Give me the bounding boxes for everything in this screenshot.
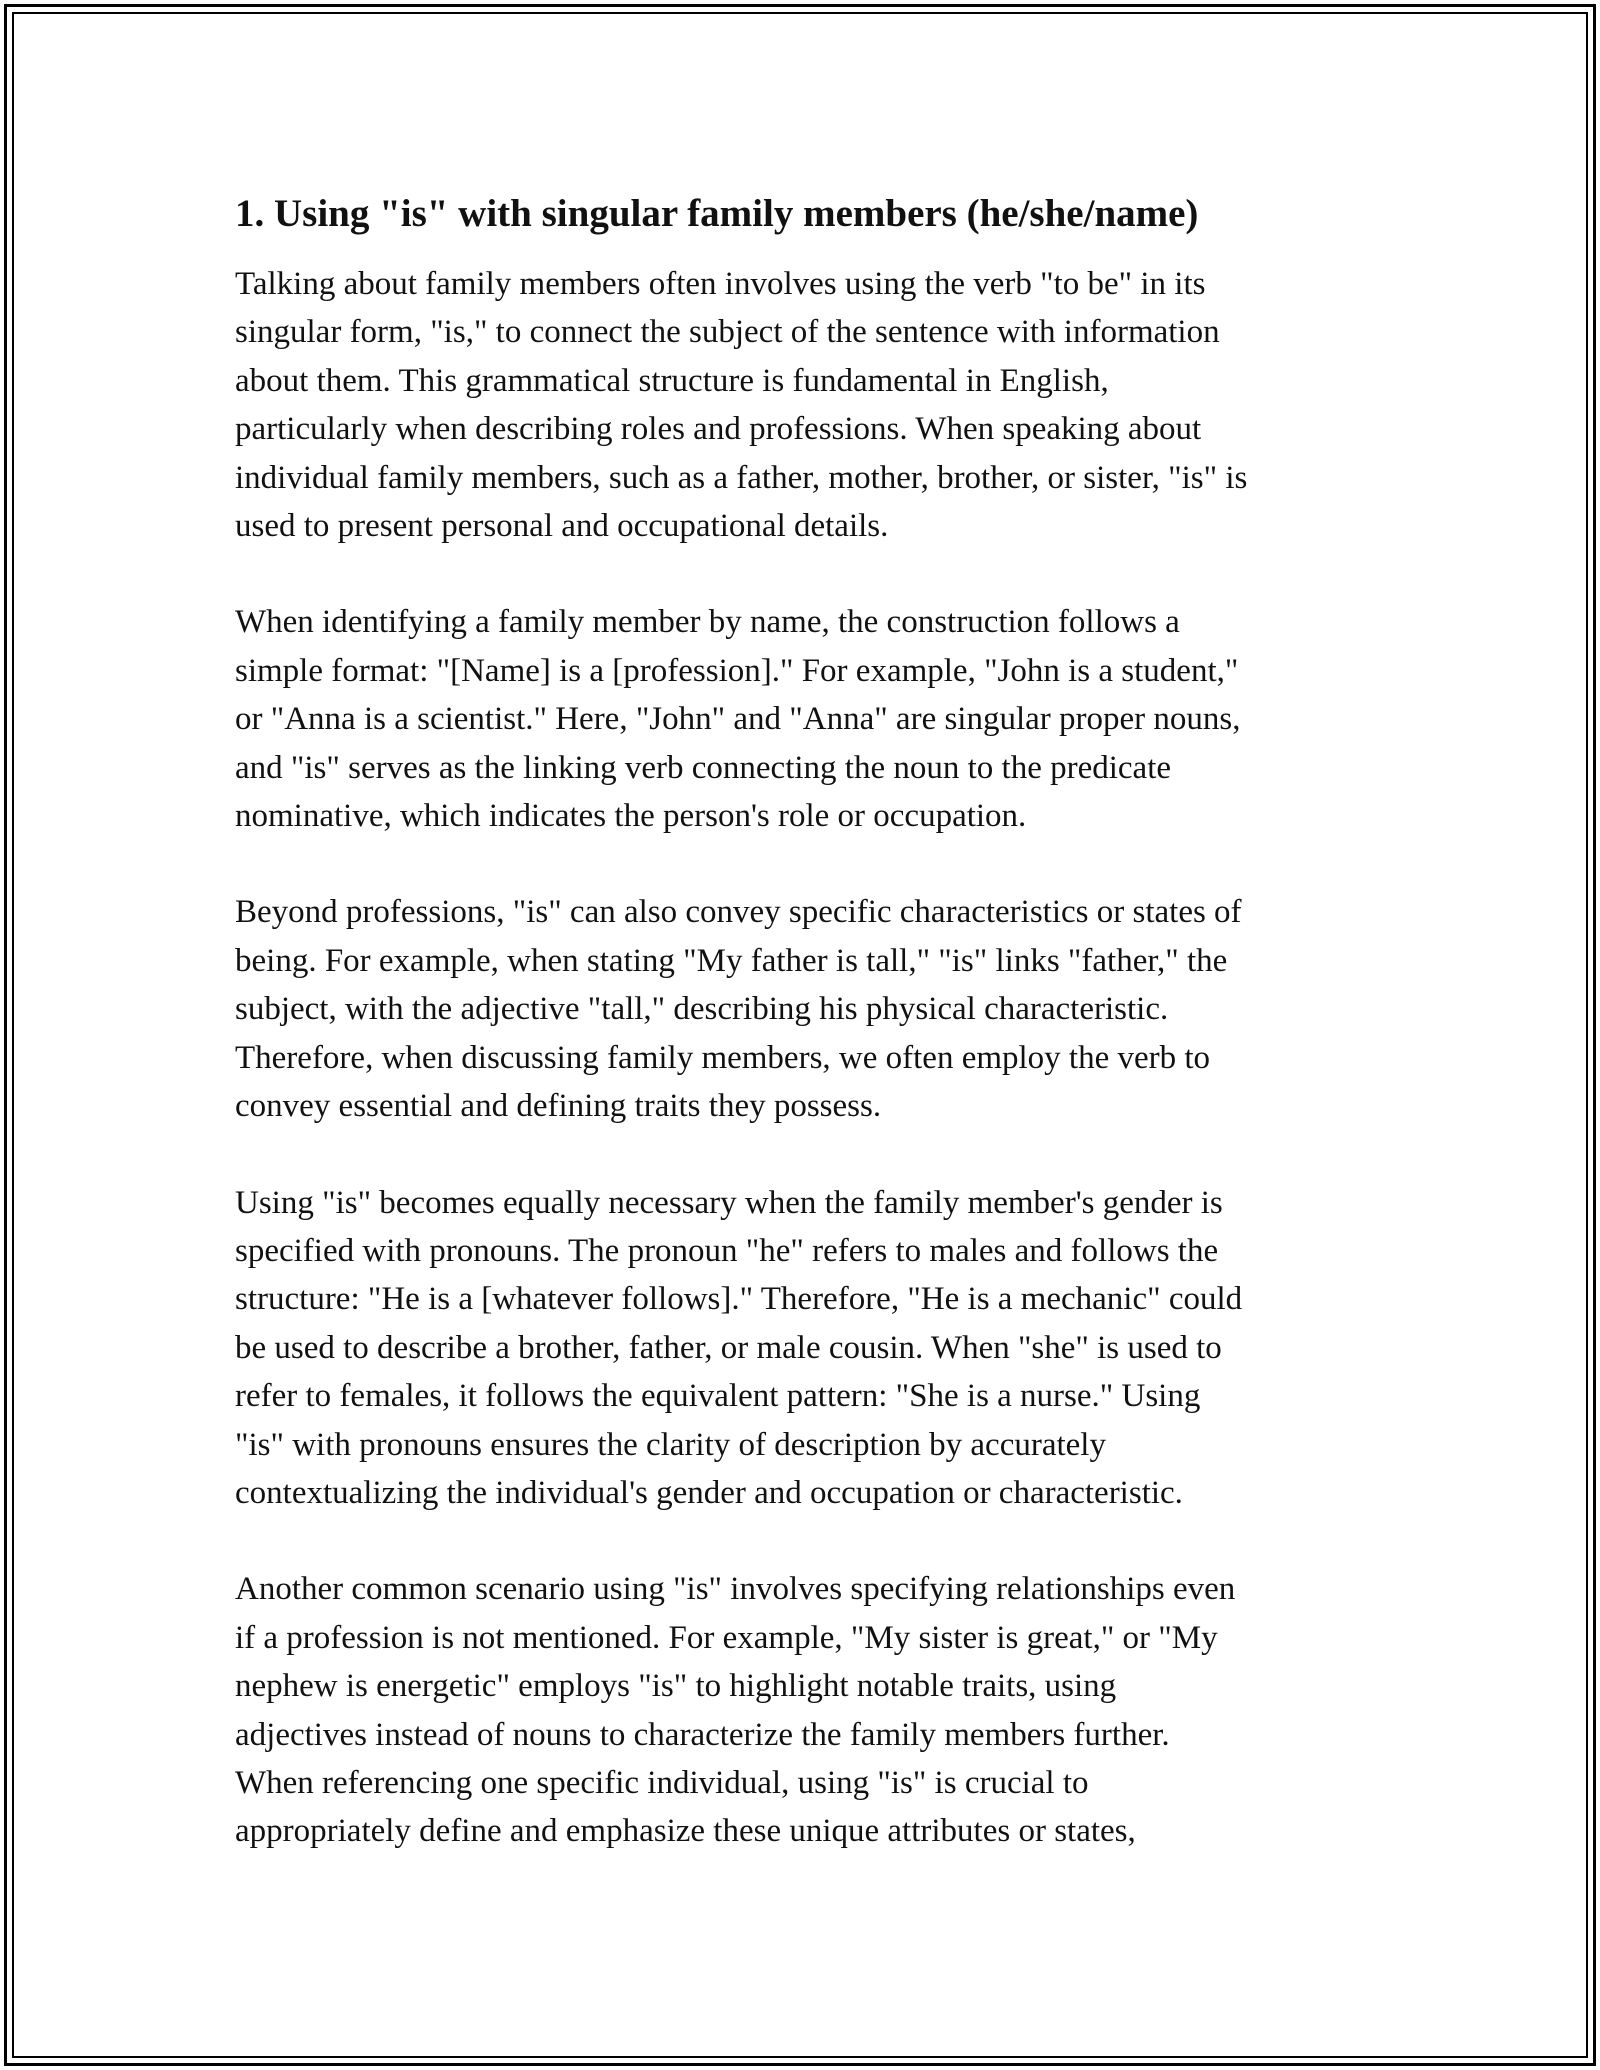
document-body xyxy=(235,188,1375,1904)
paragraph-3 xyxy=(235,888,1375,1130)
text-line: When referencing one specific individual, using "is" is crucial to xyxy=(235,1764,1089,1801)
text-line: structure: "He is a [whatever follows]." Therefore, "He is a mechanic" could xyxy=(235,1281,1243,1318)
paragraph-5 xyxy=(235,1565,1375,1855)
text-line: nephew is energetic" employs "is" to highlight notable traits, using xyxy=(235,1668,1117,1705)
text-line: Beyond professions, "is" can also convey specific characteristics or states of xyxy=(235,894,1242,931)
text-line: about them. This grammatical structure is fundamental in English, xyxy=(235,362,1109,399)
text-line: appropriately define and emphasize these unique attributes or states, xyxy=(235,1813,1136,1850)
text-line: being. For example, when stating "My father is tall," "is" links "father," the xyxy=(235,942,1228,979)
text-line: refer to females, it follows the equivalent pattern: "She is a nurse." Using xyxy=(235,1378,1201,1415)
text-line: particularly when describing roles and professions. When speaking about xyxy=(235,411,1202,448)
text-line: convey essential and defining traits they possess. xyxy=(235,1088,882,1125)
text-line: When identifying a family member by name, the construction follows a xyxy=(235,604,1180,641)
text-line: Using "is" becomes equally necessary when the family member's gender is xyxy=(235,1184,1223,1221)
text-line: "is" with pronouns ensures the clarity of description by accurately xyxy=(235,1426,1106,1463)
text-line: Another common scenario using "is" involves specifying relationships even xyxy=(235,1571,1236,1608)
text-line: used to present personal and occupational details. xyxy=(235,508,889,545)
paragraph-4 xyxy=(235,1179,1375,1518)
text-line: Talking about family members often involves using the verb "to be" in its xyxy=(235,266,1206,302)
text-line: singular form, "is," to connect the subject of the sentence with information xyxy=(235,314,1220,351)
text-line: be used to describe a brother, father, or male cousin. When "she" is used to xyxy=(235,1329,1222,1366)
text-line: individual family members, such as a father, mother, brother, or sister, "is" is xyxy=(235,459,1248,496)
text-line: adjectives instead of nouns to characterize the family members further. xyxy=(235,1716,1170,1753)
text-line: Therefore, when discussing family members, we often employ the verb to xyxy=(235,1039,1211,1076)
text-line: and "is" serves as the linking verb connecting the noun to the predicate xyxy=(235,749,1172,786)
text-line: if a profession is not mentioned. For example, "My sister is great," or "My xyxy=(235,1619,1218,1656)
text-line: specified with pronouns. The pronoun "he" refers to males and follows the xyxy=(235,1232,1219,1269)
section-heading: 1. Using "is" with singular family members (he/she/name) xyxy=(235,192,1199,235)
text-line: simple format: "[Name] is a [profession]." For example, "John is a student," xyxy=(235,652,1239,689)
paragraph-2 xyxy=(235,598,1375,840)
text-line: subject, with the adjective "tall," describing his physical characteristic. xyxy=(235,991,1169,1028)
text-line: contextualizing the individual's gender and occupation or characteristic. xyxy=(235,1474,1183,1511)
text-line: or "Anna is a scientist." Here, "John" and "Anna" are singular proper nouns, xyxy=(235,701,1241,738)
paragraph-1 xyxy=(235,260,1375,550)
text-line: nominative, which indicates the person's role or occupation. xyxy=(235,798,1027,835)
